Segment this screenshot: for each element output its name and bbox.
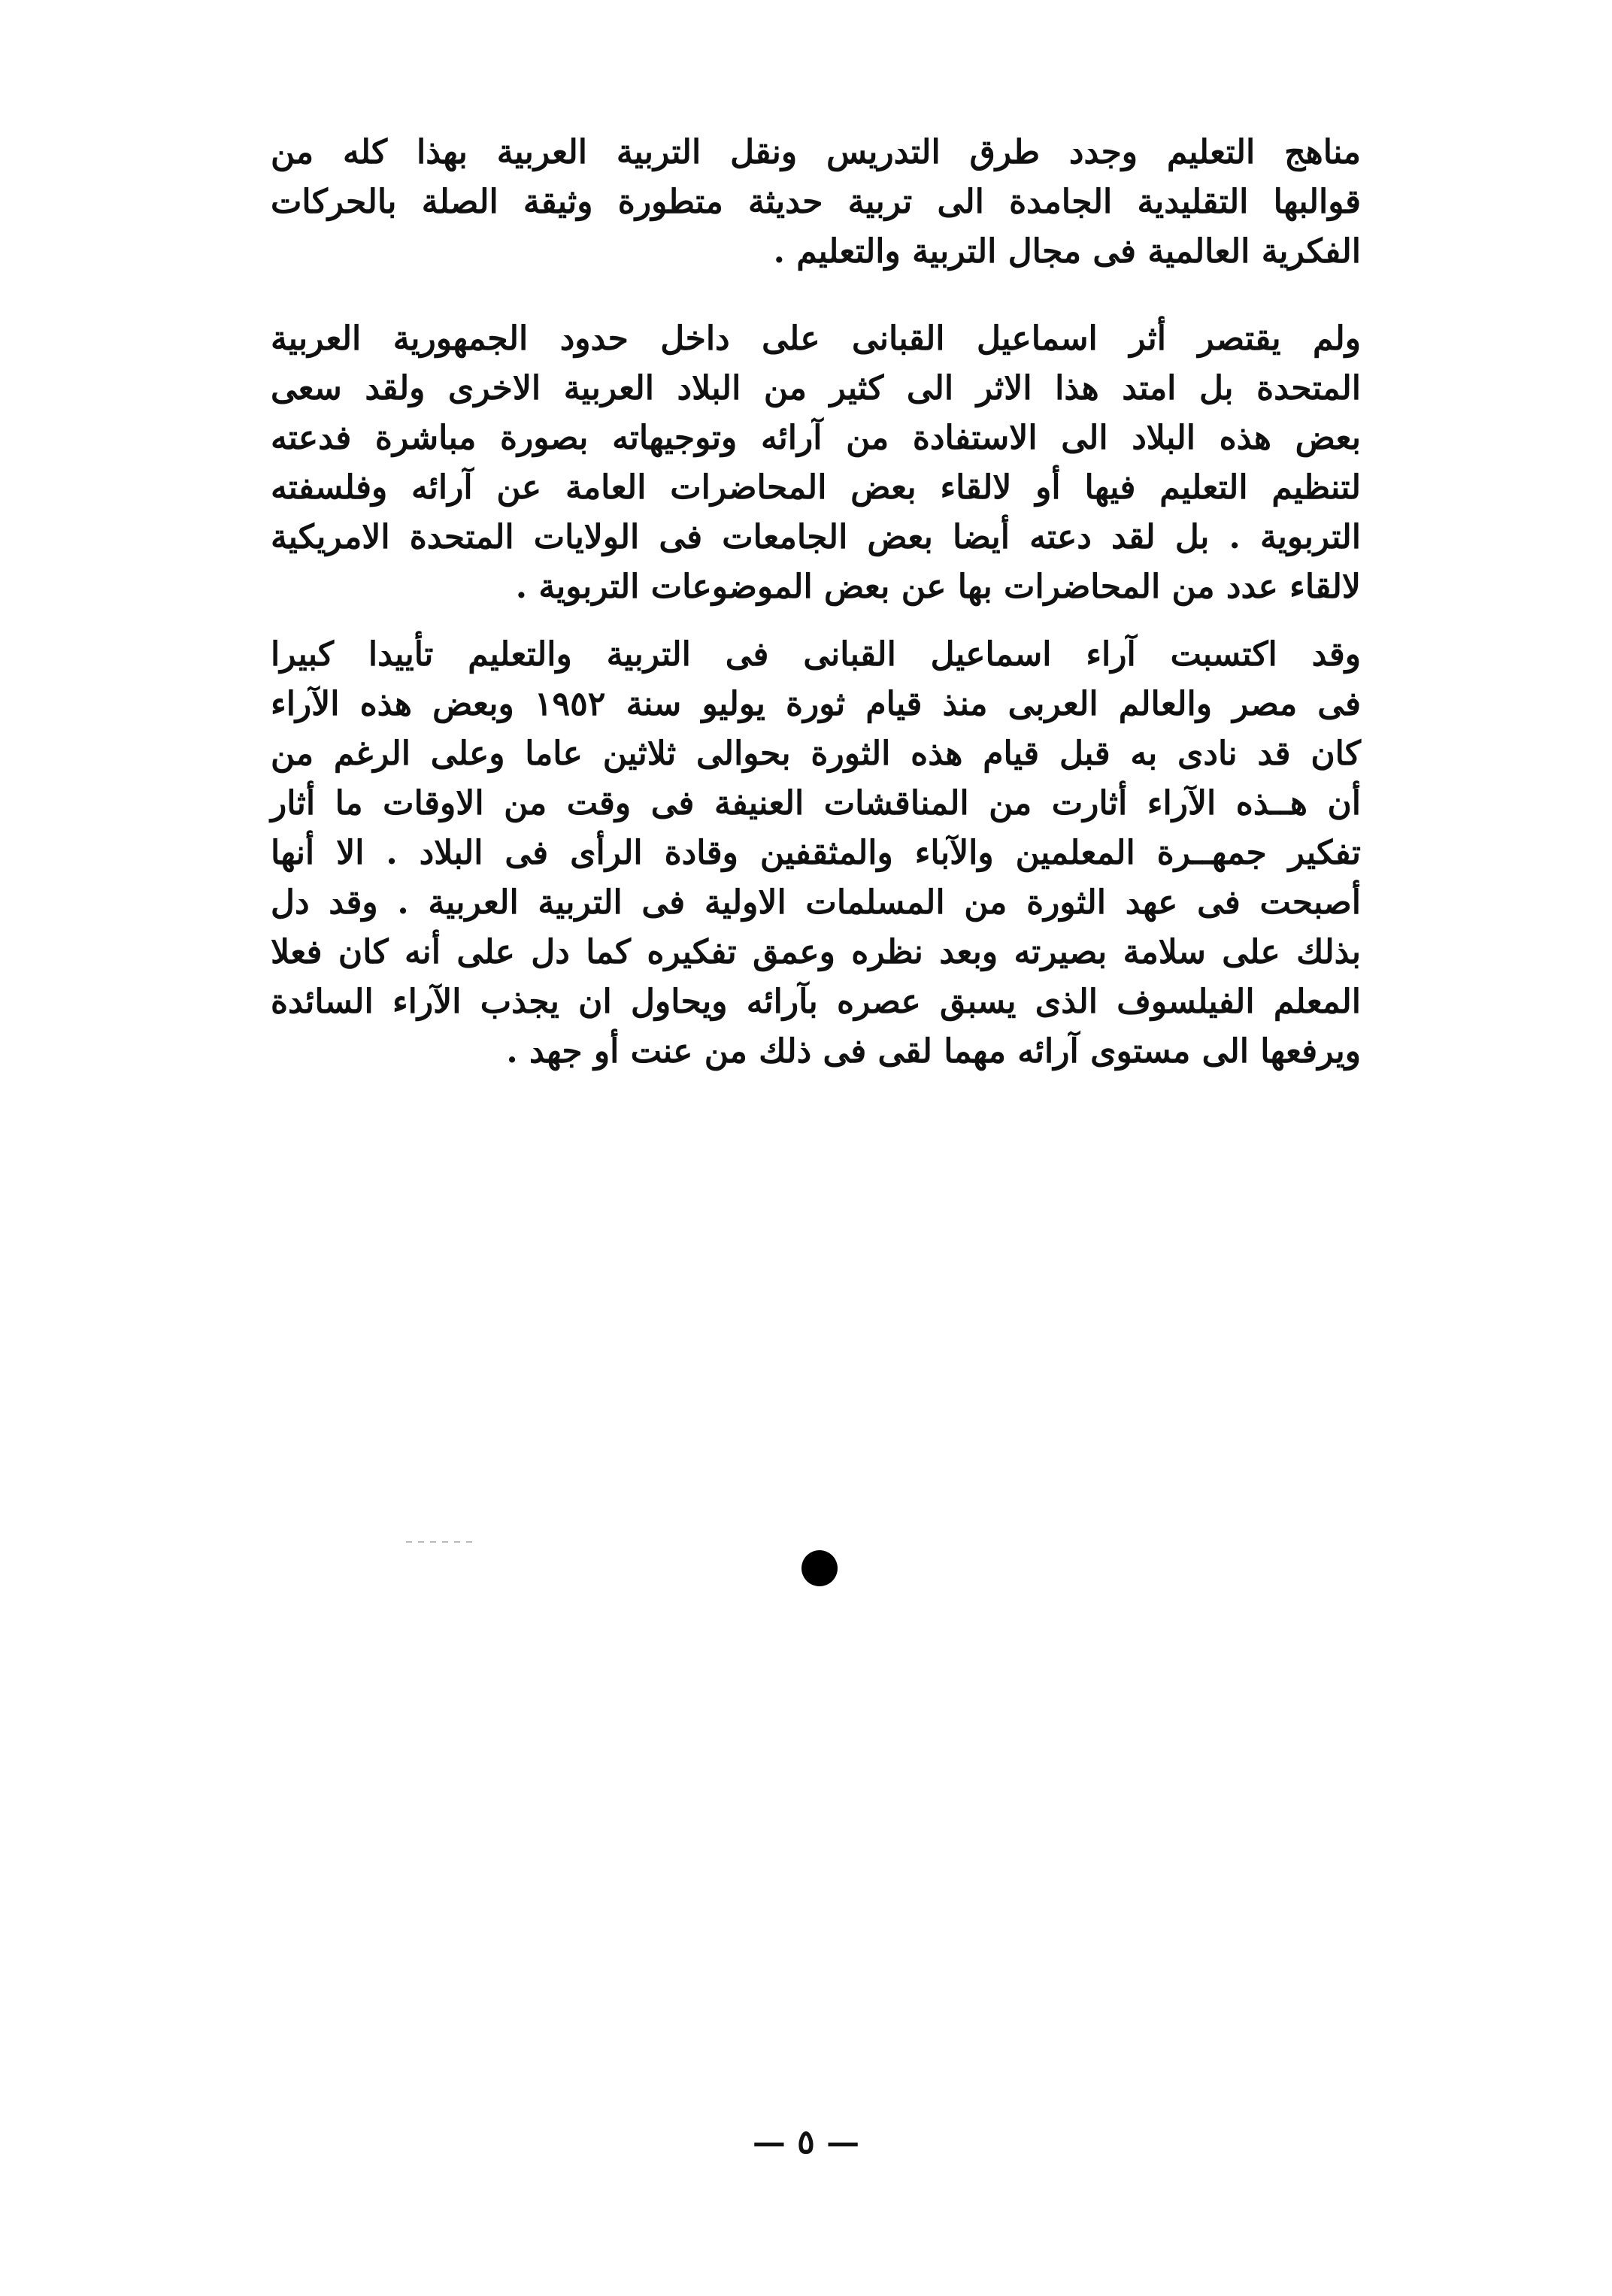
paragraph-1 (271, 128, 1361, 277)
text-line: أصبحت فى عهد الثورة من المسلمات الاولية فى التربية العربية . وقد دل (271, 883, 1361, 922)
text-line: بذلك على سلامة بصيرته وبعد نظره وعمق تفكيره كما دل على أنه كان فعلا (271, 933, 1361, 971)
text-line: المعلم الفيلسوف الذى يسبق عصره بآرائه ويحاول ان يجذب الآراء السائدة (271, 983, 1361, 1021)
text-line: لالقاء عدد من المحاضرات بها عن بعض الموضوعات التربوية . (515, 568, 1361, 606)
text-line: قوالبها التقليدية الجامدة الى تربية حديثة متطورة وثيقة الصلة بالحركات (271, 183, 1362, 221)
text-line: بعض هذه البلاد الى الاستفادة من آرائه وتوجيهاته بصورة مباشرة فدعته (271, 419, 1361, 457)
page-number: — ٥ — (752, 2123, 860, 2161)
text-line: الفكرية العالمية فى مجال التربية والتعليم . (773, 232, 1361, 271)
text-line: التربوية . بل لقد دعته أيضا بعض الجامعات فى الولايات المتحدة الامريكية (271, 518, 1361, 556)
paragraph-2 (271, 314, 1361, 612)
text-line: مناهج التعليم وجدد طرق التدريس ونقل التربية العربية بهذا كله من (271, 133, 1361, 171)
text-line: فى مصر والعالم العربى منذ قيام ثورة يوليو سنة ١٩٥٢ وبعض هذه الآراء (271, 685, 1361, 723)
text-line: لتنظيم التعليم فيها أو لالقاء بعض المحاضرات العامة عن آرائه وفلسفته (271, 468, 1361, 507)
text-line: أن هــذه الآراء أثارت من المناقشات العنيفة فى وقت من الاوقات ما أثار (271, 784, 1361, 822)
paragraph-3 (271, 630, 1361, 1077)
scan-dot-mark (801, 1550, 838, 1586)
text-line: وقد اكتسبت آراء اسماعيل القبانى فى التربية والتعليم تأييدا كبيرا (271, 635, 1361, 674)
text-line: تفكير جمهــرة المعلمين والآباء والمثقفين وقادة الرأى فى البلاد . الا أنها (271, 834, 1361, 872)
text-line: ولم يقتصر أثر اسماعيل القبانى على داخل حدود الجمهورية العربية (271, 320, 1361, 358)
scan-artifact-dash (406, 1541, 474, 1543)
text-line: المتحدة بل امتد هذا الاثر الى كثير من البلاد العربية الاخرى ولقد سعى (271, 369, 1361, 407)
text-line: ويرفعها الى مستوى آرائه مهما لقى فى ذلك من عنت أو جهد . (506, 1032, 1361, 1071)
text-line: كان قد نادى به قبل قيام هذه الثورة بحوالى ثلاثين عاما وعلى الرغم من (271, 735, 1361, 773)
